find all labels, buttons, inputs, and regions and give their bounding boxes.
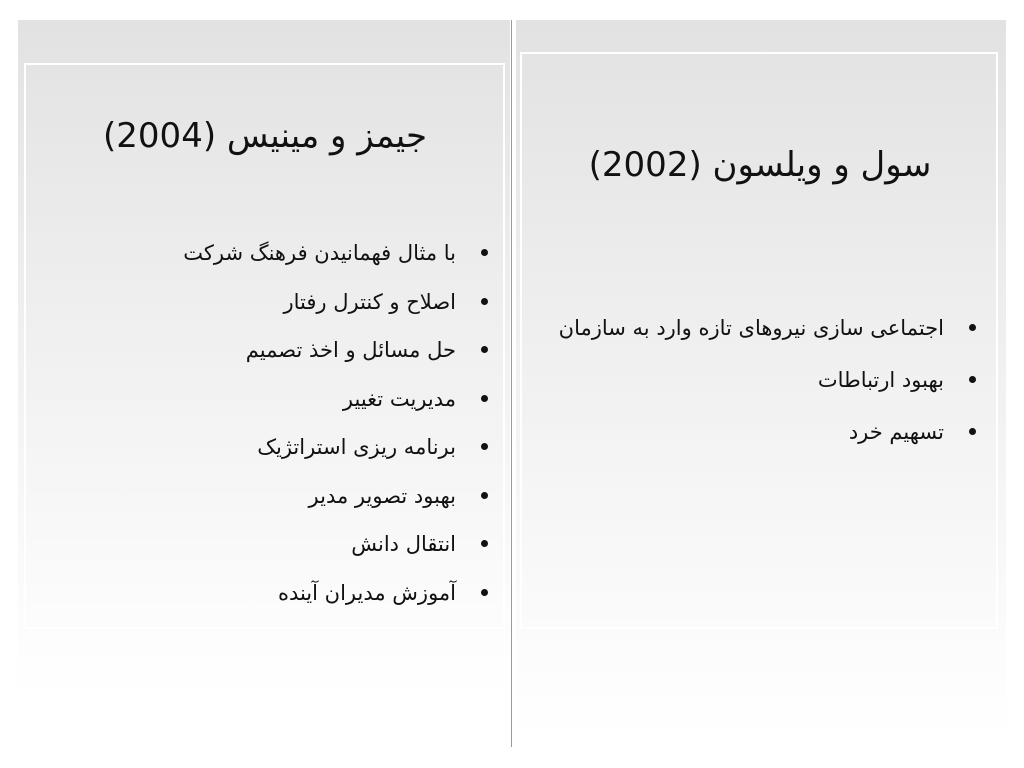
list-item-text: تسهیم خرد — [848, 420, 944, 444]
bullet-icon — [969, 324, 976, 331]
bullet-icon — [481, 346, 488, 353]
bullet-icon — [481, 492, 488, 499]
bullet-icon — [481, 395, 488, 402]
list-item-text: اصلاح و کنترل رفتار — [283, 289, 456, 314]
list-item-text: مدیریت تغییر — [342, 386, 456, 411]
list-item — [74, 473, 494, 522]
bullet-icon — [481, 589, 488, 596]
bullet-icon — [481, 443, 488, 450]
list-item — [74, 521, 494, 570]
list-item-text: برنامه ریزی استراتژیک — [257, 435, 456, 459]
list-item — [542, 305, 982, 357]
list-item-text: حل مسائل و اخذ تصمیم — [245, 338, 456, 362]
list-item-text: اجتماعی سازی نیروهای تازه وارد به سازمان — [558, 316, 944, 340]
list-item — [542, 409, 982, 461]
list-item — [74, 230, 494, 279]
right-bullet-list — [542, 305, 982, 461]
left-bullet-list — [74, 230, 494, 618]
list-item — [74, 327, 494, 376]
list-item — [74, 424, 494, 473]
bullet-icon — [481, 249, 488, 256]
list-item — [74, 279, 494, 328]
list-item — [74, 376, 494, 425]
list-item-text: آموزش مدیران آینده — [277, 580, 456, 605]
list-item-text: با مثال فهمانیدن فرهنگ شرکت — [183, 241, 456, 265]
list-item — [542, 357, 982, 409]
bullet-icon — [969, 428, 976, 435]
list-item-text: انتقال دانش — [351, 532, 456, 556]
right-panel-title: سول و ویلسون (2002) — [588, 145, 932, 185]
bullet-icon — [969, 376, 976, 383]
left-panel-title: جیمز و مینیس (2004) — [103, 116, 427, 156]
list-item-text: بهبود ارتباطات — [817, 368, 944, 392]
list-item — [74, 570, 494, 619]
column-divider — [511, 20, 512, 747]
bullet-icon — [481, 540, 488, 547]
bullet-icon — [481, 298, 488, 305]
list-item-text: بهبود تصویر مدیر — [308, 483, 456, 508]
